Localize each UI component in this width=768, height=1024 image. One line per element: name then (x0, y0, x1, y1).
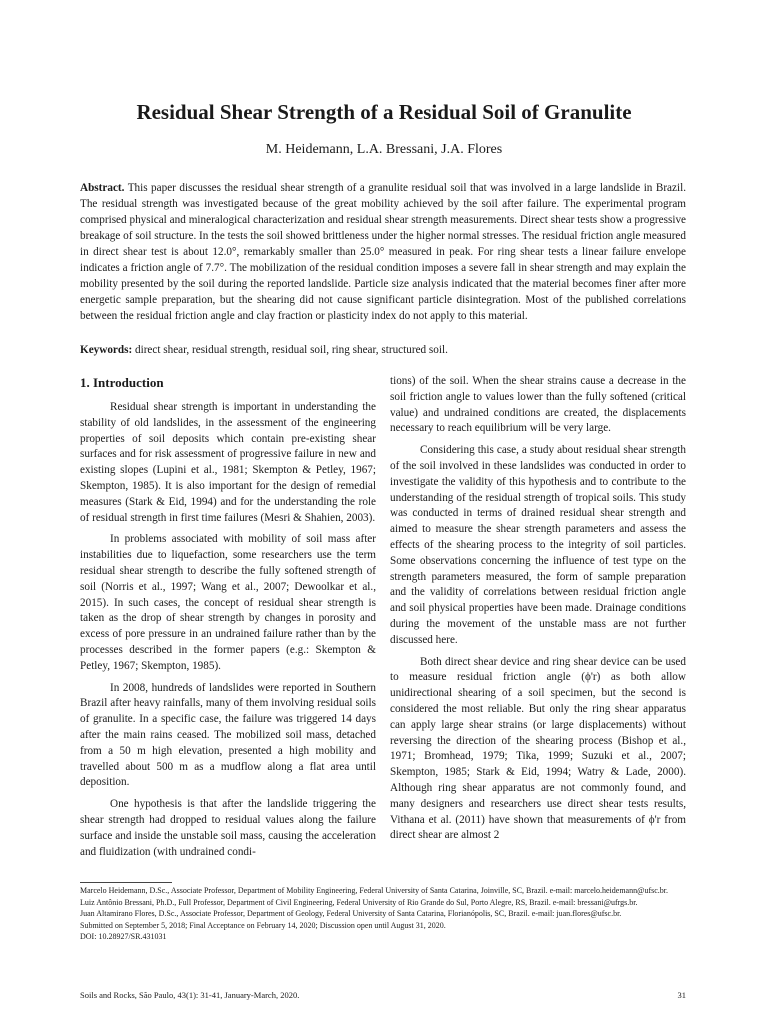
footnote-submission: Submitted on September 5, 2018; Final Acceptance on February 14, 2020; Discussion open until August 31, 2020. (80, 920, 446, 930)
abstract (80, 180, 686, 324)
paragraph: In problems associated with mobility of soil mass after instabilities due to liquefaction, some researchers use the term residual shear strength to describe the fully softened strength of soil (Norris et al., 1997; Wang et al., 2007; Dewoolkar et al., 2015). In such cases, the concept of residual shear strength is taken as the drop of shear strength by changes in porosity and excess of pore pressure in an undrained failure rather than by the processes described in the former papers (e.g.: Skempton & Petley, 1967; Skempton, 1985). (80, 533, 376, 672)
footnote-rule (80, 882, 172, 883)
keywords-text: direct shear, residual strength, residual soil, ring shear, structured soil. (132, 344, 448, 356)
paragraph: Both direct shear device and ring shear device can be used to measure residual friction angle (ϕ'r) as both allow unidirectional shearing of a soil specimen, but the second is considered the most reliable. But only the ring shear apparatus can apply large shear strains (or large displacements) without reversing the direction of the shearing process (Bishop et al., 1971; Bromhead, 1979; Tika, 1999; Suzuki et al., 2007; Skempton, 1985; Stark & Eid, 1994; Watry & Lade, 2000). Although ring shear apparatus are not commonly found, and many designers and researchers use direct shear tests results, Vithana et al. (2011) have shown that measurements of ϕ'r from direct shear are almost 2 (390, 655, 686, 842)
paragraph: Residual shear strength is important in understanding the stability of old landslides, in the assessment of the engineering properties of soil deposits which contain pre-existing shear surfaces and for risk assessment of progressive failure in new and existing slopes (Lupini et al., 1981; Skempton & Petley, 1967; Skempton, 1985). It is also important for the design of remedial measures (Stark & Eid, 1994) and for the understanding the role of residual strength in first time failures (Mesri & Shahien, 2003). (80, 401, 376, 524)
footnote-doi: DOI: 10.28927/SR.431031 (80, 932, 167, 941)
footnote-author-2: Luiz Antônio Bressani, Ph.D., Full Professor, Department of Civil Engineering, Federal University of Rio Grande do Sul, Porto Alegre, RS, Brazil. e-mail: bressani@ufrgs.br. (80, 897, 638, 907)
keywords (80, 342, 686, 358)
page-number: 31 (677, 990, 686, 1000)
right-column (390, 374, 686, 850)
paragraph: In 2008, hundreds of landslides were reported in Southern Brazil after heavy rainfalls, many of them involving residual soils of granulite. In a specific case, the failure was triggered 14 days after the main rains ceased. The mobilized soil mass, detached from a 50 m high elevation, presented a high mobility and travelled about 500 m as a mudflow along a flat area until deposition. (80, 681, 376, 789)
keywords-label: Keywords: (80, 344, 133, 356)
section-heading: 1. Introduction (80, 375, 164, 390)
journal-citation: Soils and Rocks, São Paulo, 43(1): 31-41, January-March, 2020. (80, 990, 300, 1000)
page-footer (80, 990, 686, 1000)
footnotes (80, 885, 686, 943)
paragraph: tions) of the soil. When the shear strains cause a decrease in the soil friction angle to values lower than the fully softened (critical value) and undrained conditions are created, the displacements necessary to reach equilibrium will be very large. (390, 375, 686, 435)
left-column (80, 374, 376, 866)
paper-title: Residual Shear Strength of a Residual Soil of Granulite (136, 100, 632, 124)
paragraph: Considering this case, a study about residual shear strength of the soil involved in these landslides was conducted in order to investigate the validity of this hypothesis and to contribute to the understanding of the residual strength of tropical soils. This study was conducted in terms of drained residual shear strength and aimed to measure the shear strength parameters and assess the effects of the shearing process to the integrity of soil particles. Some observations concerning the influence of test type on the strength parameters measured, the form of sample preparation and the validity of correlations between residual friction angle and soil physical properties have been made. Drainage conditions during the movement of the unstable mass are not further discussed here. (390, 444, 686, 646)
footnote-author-3: Juan Altamirano Flores, D.Sc., Associate Professor, Department of Geology, Federal University of Santa Catarina, Florianópolis, SC, Brazil. e-mail: juan.flores@ufsc.br. (80, 909, 622, 918)
abstract-label: Abstract. (80, 182, 125, 194)
abstract-text: This paper discusses the residual shear strength of a granulite residual soil that was involved in a large landslide in Brazil. The residual strength was investigated because of the great mobility achieved by the soil after failure. The experimental program comprised physical and mineralogical characterization and residual shear strength measurements. Direct shear tests show a progressive breakage of soil structure. In the tests the soil showed brittleness under the higher normal stresses. The residual friction angle measured in direct shear test is about 12.0°, remarkably smaller than 25.0° measured in peak. For ring shear tests a linear failure envelope indicates a friction angle of 7.7°. The mobilization of the residual condition imposes a severe fall in shear strength and may explain the mobility presented by the soil during the reported landslide. Particle size analysis indicated that the material becomes finer after more energetic sample preparation, but the shearing did not cause significant particle disintegration. Most of the published correlations between the residual friction angle and clay fraction or plasticity index do not apply to this material. (80, 182, 686, 322)
author-list: M. Heidemann, L.A. Bressani, J.A. Flores (265, 142, 503, 157)
footnote-author-1: Marcelo Heidemann, D.Sc., Associate Professor, Department of Mobility Engineering, Federal University of Santa Catarina, Joinville, SC, Brazil. e-mail: marcelo.heidemann@ufsc.br. (80, 886, 669, 895)
paragraph: One hypothesis is that after the landslide triggering the shear strength had dropped to residual values along the failure surface and inside the unstable soil mass, causing the acceleration and fluidization (with undrained condi- (80, 798, 376, 858)
